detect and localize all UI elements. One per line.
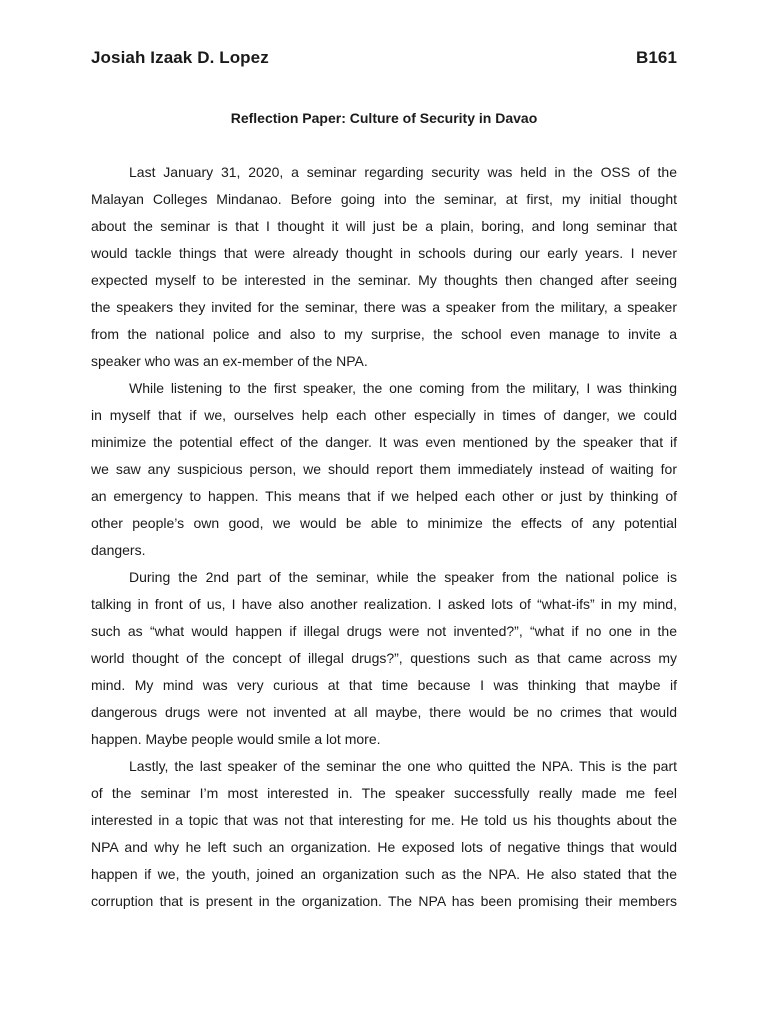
paragraph-4 — [91, 753, 677, 915]
text-line: an emergency to happen. This means that if we helped each other or just by thinking of — [91, 488, 677, 504]
text-line: happen if we, the youth, joined an organization such as the NPA. He also stated that the — [91, 866, 677, 882]
text-line: from the national police and also to my surprise, the school even manage to invite a — [91, 326, 677, 342]
text-line: corruption that is present in the organization. The NPA has been promising their members — [91, 893, 677, 909]
text-line: Malayan Colleges Mindanao. Before going into the seminar, at first, my initial thought — [91, 191, 677, 207]
text-line: interested in a topic that was not that interesting for me. He told us his thoughts about the — [91, 812, 677, 828]
text-line: in myself that if we, ourselves help each other especially in times of danger, we could — [91, 407, 677, 423]
text-line: world thought of the concept of illegal drugs?”, questions such as that came across my — [91, 650, 677, 666]
text-line: the speakers they invited for the seminar, there was a speaker from the military, a speaker — [91, 299, 677, 315]
paragraph-1 — [91, 159, 677, 375]
body-text — [91, 159, 677, 915]
text-line: While listening to the first speaker, the one coming from the military, I was thinking — [129, 380, 677, 396]
section-code: B161 — [635, 48, 677, 67]
text-line: minimize the potential effect of the danger. It was even mentioned by the speaker that if — [91, 434, 677, 450]
paragraph-2 — [91, 375, 677, 564]
text-line: During the 2nd part of the seminar, while the speaker from the national police is — [129, 569, 677, 585]
author-name: Josiah Izaak D. Lopez — [91, 48, 269, 67]
text-line: dangers. — [91, 542, 146, 558]
text-line: about the seminar is that I thought it will just be a plain, boring, and long seminar that — [91, 218, 677, 234]
paragraph-3 — [91, 564, 677, 753]
text-line: we saw any suspicious person, we should report them immediately instead of waiting for — [91, 461, 677, 477]
text-line: speaker who was an ex-member of the NPA. — [91, 353, 368, 369]
text-line: NPA and why he left such an organization. He exposed lots of negative things that would — [91, 839, 677, 855]
text-line: other people’s own good, we would be able to minimize the effects of any potential — [91, 515, 677, 531]
text-line: Last January 31, 2020, a seminar regarding security was held in the OSS of the — [129, 164, 677, 180]
text-line: mind. My mind was very curious at that time because I was thinking that maybe if — [91, 677, 677, 693]
text-line: happen. Maybe people would smile a lot more. — [91, 731, 381, 747]
text-line: expected myself to be interested in the seminar. My thoughts then changed after seeing — [91, 272, 677, 288]
paper-title: Reflection Paper: Culture of Security in Davao — [230, 110, 538, 126]
page-header — [91, 44, 677, 72]
text-line: such as “what would happen if illegal drugs were not invented?”, “what if no one in the — [91, 623, 677, 639]
text-line: Lastly, the last speaker of the seminar the one who quitted the NPA. This is the part — [129, 758, 677, 774]
text-line: would tackle things that were already thought in schools during our early years. I never — [91, 245, 677, 261]
text-line: of the seminar I’m most interested in. The speaker successfully really made me feel — [91, 785, 677, 801]
text-line: talking in front of us, I have also another realization. I asked lots of “what-ifs” in my mind, — [91, 596, 677, 612]
text-line: dangerous drugs were not invented at all maybe, there would be no crimes that would — [91, 704, 677, 720]
